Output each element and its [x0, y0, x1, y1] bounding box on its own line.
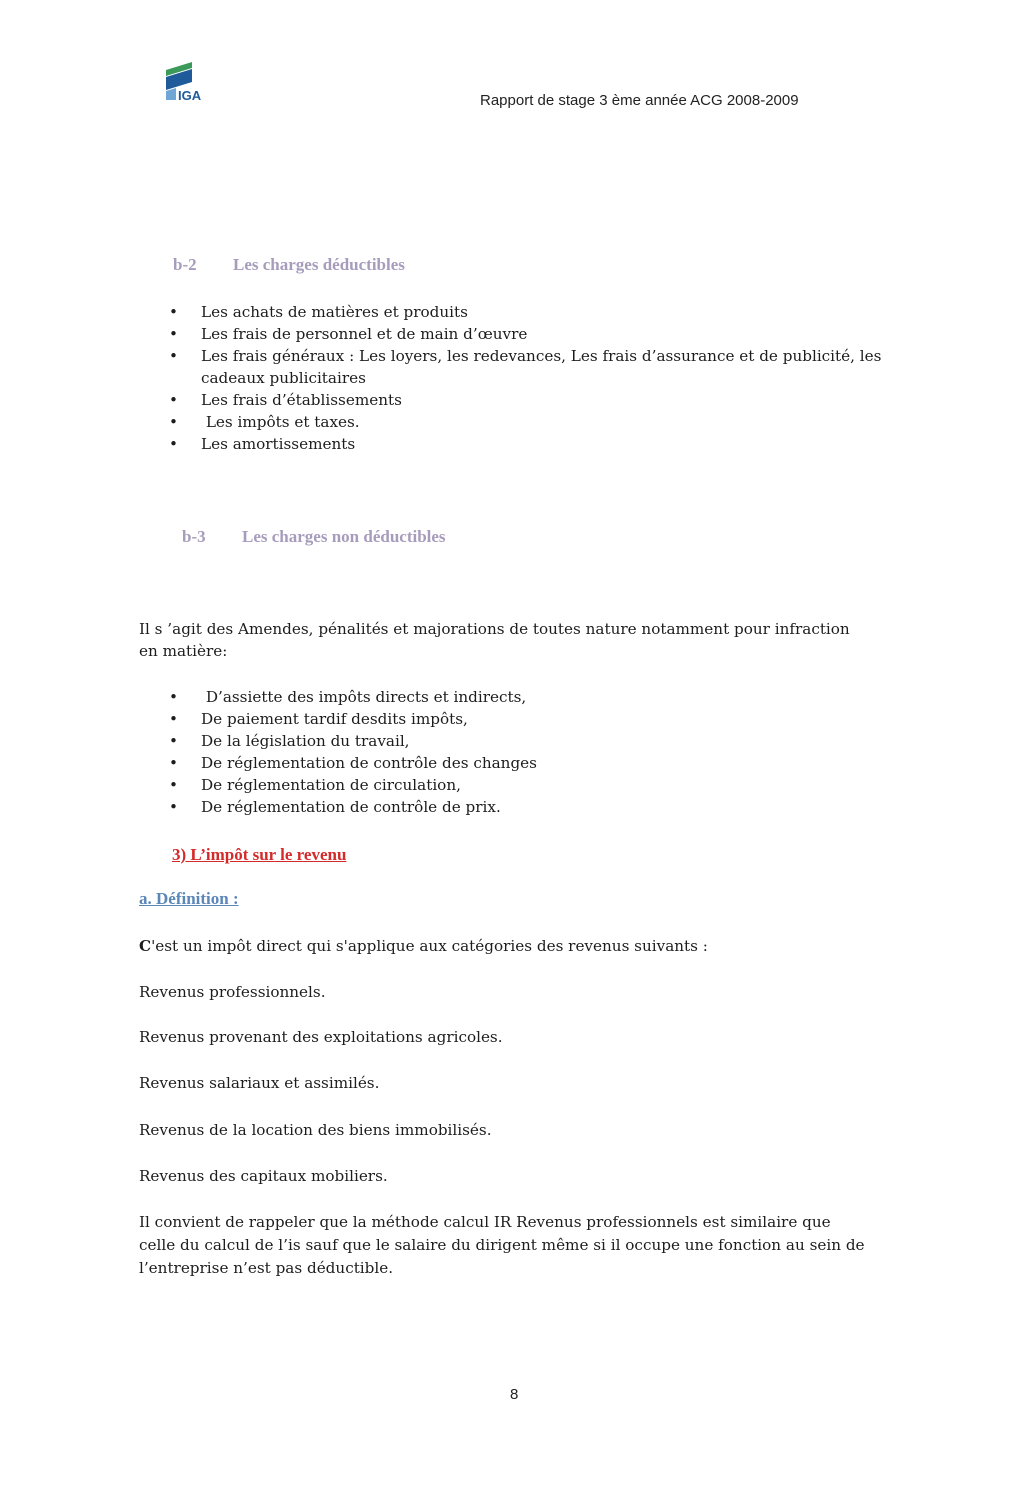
list-item: • Les impôts et taxes.	[169, 413, 360, 431]
non-deductible-intro-line1: Il s ’agit des Amendes, pénalités et majorations de toutes nature notamment pour infraction	[139, 620, 850, 638]
list-item: • De réglementation de contrôle de prix.	[169, 798, 501, 816]
revenue-item: Revenus des capitaux mobiliers.	[139, 1167, 388, 1185]
subsection-a-title: a. Définition :	[139, 889, 239, 908]
closing-paragraph-line: Il convient de rappeler que la méthode calcul IR Revenus professionnels est similaire que	[139, 1213, 831, 1231]
list-item: • Les frais d’établissements	[169, 391, 402, 409]
revenue-item: Revenus provenant des exploitations agricoles.	[139, 1028, 503, 1046]
definition-sentence	[139, 935, 708, 957]
revenue-item: Revenus de la location des biens immobilisés.	[139, 1121, 492, 1139]
list-item: • Les amortissements	[169, 435, 356, 453]
list-item: • De réglementation de contrôle des changes	[169, 754, 537, 772]
list-item: • De la législation du travail,	[169, 732, 410, 750]
page-number: 8	[510, 1386, 519, 1403]
non-deductible-intro-line2: en matière:	[139, 642, 228, 660]
definition-initial: C	[139, 937, 152, 955]
logo-text: IGA	[178, 88, 202, 103]
iga-logo-graphic	[162, 60, 208, 104]
list-item-continuation: cadeaux publicitaires	[201, 369, 366, 387]
heading-b3-number: b-3	[182, 527, 206, 546]
non-deductible-charges-list	[169, 686, 929, 818]
revenue-item: Revenus salariaux et assimilés.	[139, 1074, 380, 1092]
iga-logo	[162, 60, 208, 104]
deductible-charges-list	[169, 301, 929, 455]
heading-b3-title: Les charges non déductibles	[242, 527, 446, 546]
list-item: • De paiement tardif desdits impôts,	[169, 710, 468, 728]
heading-b2-number: b-2	[173, 255, 197, 274]
heading-b2	[173, 255, 405, 275]
list-item: • De réglementation de circulation,	[169, 776, 461, 794]
document-header-title: Rapport de stage 3 ème année ACG 2008-2009	[480, 92, 799, 109]
list-item: • Les frais généraux : Les loyers, les redevances, Les frais d’assurance et de publicité, les	[169, 347, 882, 365]
list-item: • Les frais de personnel et de main d’œuvre	[169, 325, 528, 343]
list-item: • D’assiette des impôts directs et indirects,	[169, 688, 527, 706]
section-3-title: 3) L’impôt sur le revenu	[172, 845, 347, 864]
revenue-item: Revenus professionnels.	[139, 983, 326, 1001]
heading-b2-title: Les charges déductibles	[233, 255, 405, 274]
heading-b3	[182, 527, 446, 547]
closing-paragraph-line: l’entreprise n’est pas déductible.	[139, 1259, 394, 1277]
definition-rest: 'est un impôt direct qui s'applique aux catégories des revenus suivants :	[151, 937, 708, 955]
closing-paragraph-line: celle du calcul de l’is sauf que le salaire du dirigent même si il occupe une fonction au sein de	[139, 1236, 865, 1254]
list-item: • Les achats de matières et produits	[169, 303, 468, 321]
